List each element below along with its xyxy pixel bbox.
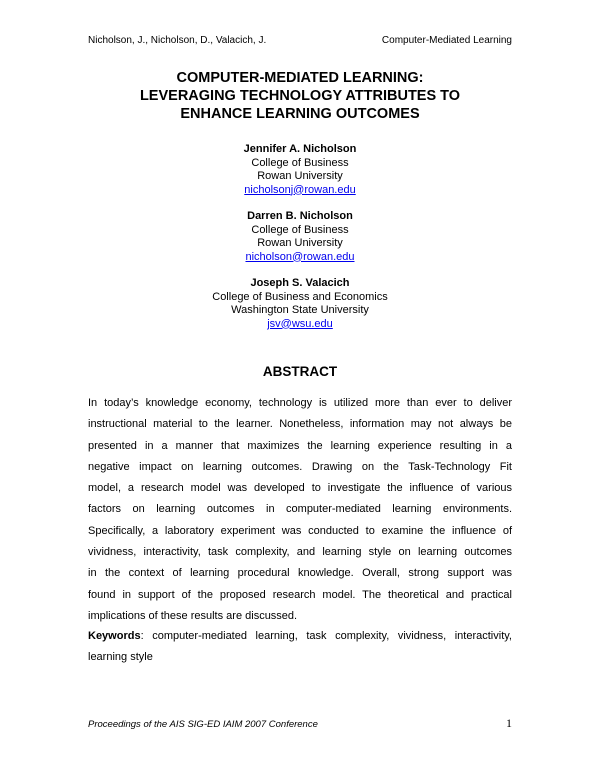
abstract-line: Specifically, a laboratory experiment was conducted to examine the influence of (88, 524, 512, 537)
abstract-line: implications of these results are discussed. (88, 609, 298, 622)
author-1 (80, 143, 520, 197)
author-email-link[interactable]: jsv@wsu.edu (267, 317, 333, 330)
header-authors: Nicholson, J., Nicholson, D., Valacich, J. (88, 35, 267, 46)
author-block (80, 143, 520, 344)
page-number: 1 (506, 716, 512, 730)
abstract-line: model, a research model was developed to investigate the influence of various (88, 482, 512, 495)
paper-title (60, 69, 540, 123)
author-dept: College of Business (251, 223, 349, 236)
title-line: COMPUTER-MEDIATED LEARNING: (176, 70, 424, 86)
keywords-list: : computer-mediated learning, task complexity, vividness, interactivity, (140, 630, 512, 642)
author-email-link[interactable]: nicholson@rowan.edu (245, 250, 355, 263)
abstract-heading: ABSTRACT (262, 364, 338, 379)
page-footer (88, 716, 512, 731)
keywords-line (88, 626, 512, 647)
abstract-line: presented in a manner that maximizes the learning experience resulting in a (88, 439, 512, 452)
author-name: Darren B. Nicholson (247, 210, 353, 222)
abstract-body (88, 393, 512, 627)
author-3 (80, 277, 520, 331)
running-header (88, 35, 512, 46)
abstract-line: in the context of learning procedural knowledge. Overall, strong support was (88, 567, 512, 580)
author-dept: College of Business (251, 156, 349, 169)
author-name: Jennifer A. Nicholson (243, 143, 357, 155)
abstract-line: negative impact on learning outcomes. Drawing on the Task-Technology Fit (88, 460, 512, 473)
author-name: Joseph S. Valacich (250, 277, 350, 289)
author-dept: College of Business and Economics (212, 290, 388, 303)
header-running-title: Computer-Mediated Learning (381, 35, 512, 46)
keywords-section (88, 626, 512, 669)
title-line: LEVERAGING TECHNOLOGY ATTRIBUTES TO (139, 88, 461, 104)
keywords-label: Keywords (88, 630, 141, 642)
author-2 (80, 210, 520, 264)
author-org: Washington State University (231, 304, 369, 316)
abstract-line: found in support of the proposed research model. The theoretical and practical (88, 588, 512, 601)
title-line: ENHANCE LEARNING OUTCOMES (180, 106, 420, 122)
author-org: Rowan University (257, 170, 343, 182)
abstract-line: factors on learning outcomes in computer-mediated learning environments. (88, 503, 512, 516)
abstract-line: In today’s knowledge economy, technology is utilized more than ever to deliver (88, 397, 512, 409)
abstract-line: instructional material to the learner. Nonetheless, information may not always be (88, 418, 512, 431)
author-org: Rowan University (257, 237, 343, 249)
abstract-line: vividness, interactivity, task complexity, and learning style on learning outcomes (88, 546, 512, 559)
author-email-link[interactable]: nicholsonj@rowan.edu (244, 183, 356, 196)
keywords-line: learning style (88, 651, 153, 664)
footer-conference: Proceedings of the AIS SIG-ED IAIM 2007 Conference (88, 719, 318, 730)
